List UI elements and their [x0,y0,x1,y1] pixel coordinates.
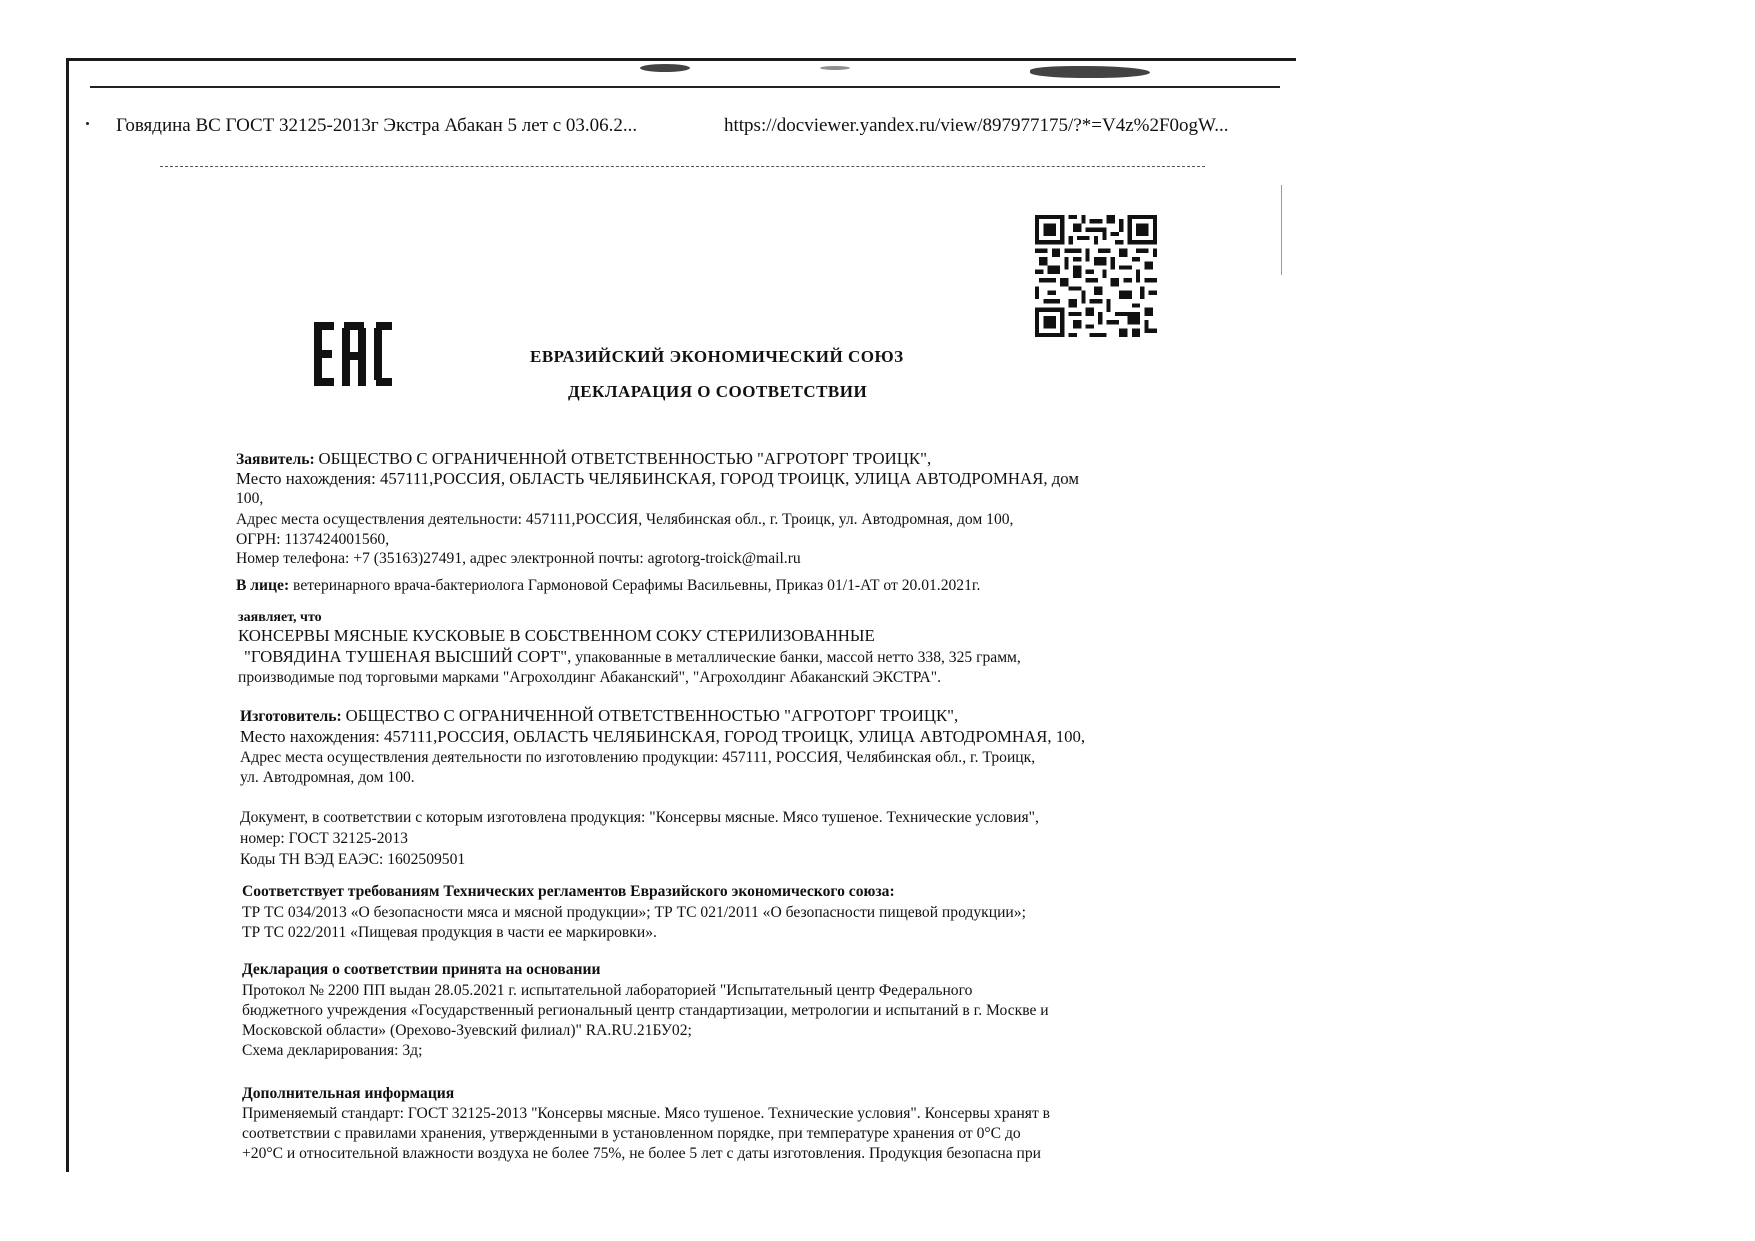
basis-lab-cont: Московской области» (Орехово-Зуевский филиал)" RA.RU.21БУ02; [242,1022,692,1039]
product-trademarks: производимые под торговыми марками "Агрохолдинг Абаканский", "Агрохолдинг Абаканский ЭКСТРА". [238,669,942,686]
product-packaging: упакованные в металлические банки, массой нетто 338, 325 грамм, [575,649,1021,666]
additional-info-text: Применяемый стандарт: ГОСТ 32125-2013 "Консервы мясные. Мясо тушеное. Технические условия". Консервы хранят в [242,1105,1051,1122]
manufacturer-location: Место нахождения: 457111,РОССИЯ, ОБЛАСТЬ ЧЕЛЯБИНСКАЯ, ГОРОД ТРОИЦК, УЛИЦА АВТОДРОМНАЯ, 100, [240,727,1086,746]
basis-lab: бюджетного учреждения «Государственный региональный центр стандартизации, метрологии и испытаний в г. Москве и [242,1002,1049,1019]
compliance-regulations-cont: ТР ТС 022/2011 «Пищевая продукция в части ее маркировки». [242,924,657,941]
scan-border-left [66,60,69,1172]
tn-ved-codes: Коды ТН ВЭД ЕАЭС: 1602509501 [240,851,466,868]
manufacturer-production-address: Адрес места осуществления деятельности по изготовлению продукции: 457111, РОССИЯ, Челябинская обл., г. Троицк, [240,749,1036,766]
page-title-text: Говядина ВС ГОСТ 32125-2013г Экстра Абакан 5 лет с 03.06.2... [116,115,638,136]
standard-number: номер: ГОСТ 32125-2013 [240,830,408,847]
basis-heading: Декларация о соответствии принята на основании [242,961,601,978]
representative-label: В лице: [236,577,290,594]
compliance-regulations: ТР ТС 034/2013 «О безопасности мяса и мясной продукции»; ТР ТС 021/2011 «О безопасности пищевой продукции»; [242,904,1026,921]
manufacturer-line [240,706,958,727]
additional-info-text: соответствии с правилами хранения, утвержденными в установленном порядке, при температуре хранения от 0°С до [242,1125,1021,1142]
product-name-line1: КОНСЕРВЫ МЯСНЫЕ КУСКОВЫЕ В СОБСТВЕННОМ СОКУ СТЕРИЛИЗОВАННЫЕ [238,626,875,645]
scan-edge-mark [1281,185,1282,275]
compliance-heading: Соответствует требованиям Технических регламентов Евразийского экономического союза: [242,883,895,900]
representative-line [236,576,980,596]
scan-border-top [66,58,1296,61]
scan-smudge [1030,66,1150,78]
browser-print-header [116,115,1266,139]
representative-text: ветеринарного врача-бактериолога Гармоновой Серафимы Васильевны, Приказ 01/1-АТ от 20.01.2021г. [293,577,981,594]
manufacturer-label: Изготовитель: [240,708,342,725]
applicant-contacts: Номер телефона: +7 (35163)27491, адрес электронной почты: agrotorg-troick@mail.ru [236,550,801,567]
manufacturer-name: ОБЩЕСТВО С ОГРАНИЧЕННОЙ ОТВЕТСТВЕННОСТЬЮ "АГРОТОРГ ТРОИЦК", [345,706,959,725]
additional-info-text: +20°С и относительной влажности воздуха не более 75%, не более 5 лет с даты изготовления. Продукция безопасна при [242,1145,1042,1162]
product-brand-name: "ГОВЯДИНА ТУШЕНАЯ ВЫСШИЙ СОРТ", [244,647,572,666]
document-title: ДЕКЛАРАЦИЯ О СООТВЕТСТВИИ [568,382,868,401]
scan-dot [86,122,89,125]
manufacturer-production-address-cont: ул. Автодромная, дом 100. [240,769,415,786]
organization-title: ЕВРАЗИЙСКИЙ ЭКОНОМИЧЕСКИЙ СОЮЗ [530,347,904,366]
applicant-ogrn: ОГРН: 1137424001560, [236,531,390,548]
scan-rule [90,86,1280,88]
eac-mark-icon [314,322,392,391]
applicant-location: Место нахождения: 457111,РОССИЯ, ОБЛАСТЬ ЧЕЛЯБИНСКАЯ, ГОРОД ТРОИЦК, УЛИЦА АВТОДРОМНАЯ, дом [236,469,1079,488]
standard-document: Документ, в соответствии с которым изготовлена продукция: "Консервы мясные. Мясо тушеное. Технические условия", [240,809,1039,826]
applicant-line [236,449,931,470]
declaration-scheme: Схема декларирования: 3д; [242,1042,423,1059]
applicant-name: ОБЩЕСТВО С ОГРАНИЧЕННОЙ ОТВЕТСТВЕННОСТЬЮ "АГРОТОРГ ТРОИЦК", [318,449,932,468]
applicant-location-cont: 100, [236,490,264,507]
page-url-text: https://docviewer.yandex.ru/view/897977175/?*=V4z%2F0ogW... [724,115,1229,136]
header-divider [160,166,1205,167]
applicant-label: Заявитель: [236,451,315,468]
scan-smudge [820,66,850,70]
basis-protocol: Протокол № 2200 ПП выдан 28.05.2021 г. испытательной лабораторией "Испытательный центр Федерального [242,982,973,999]
applicant-activity-address: Адрес места осуществления деятельности: 457111,РОССИЯ, Челябинская обл., г. Троицк, ул. Автодромная, дом 100, [236,511,1014,528]
declares-label: заявляет, что [238,610,322,625]
scan-smudge [640,64,690,72]
additional-info-heading: Дополнительная информация [242,1085,455,1102]
qr-code-icon [1035,215,1157,342]
product-name-line2 [244,647,1021,668]
